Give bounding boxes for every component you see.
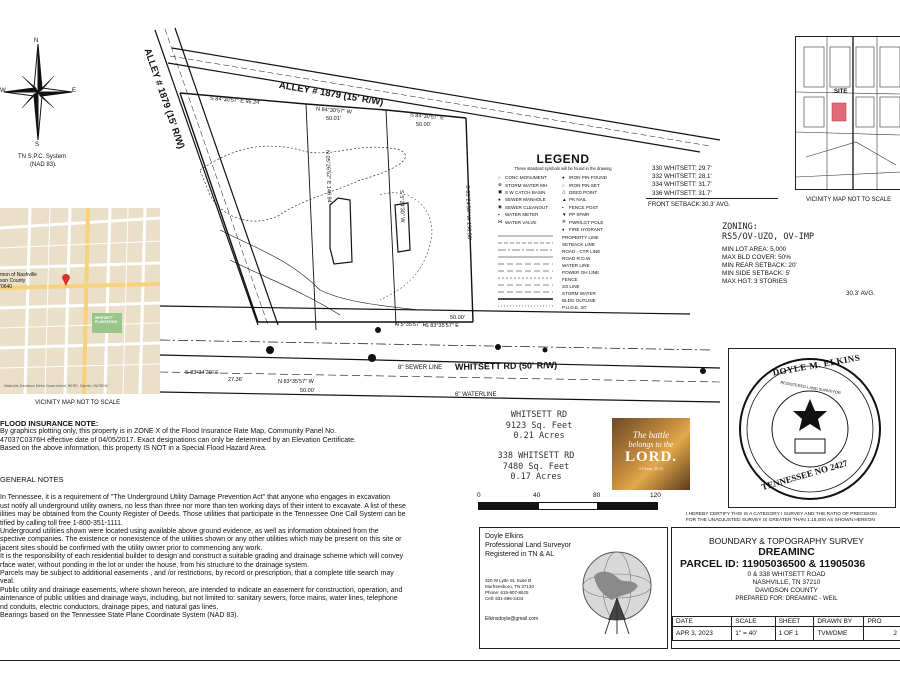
td-scale: 1" = 40' (732, 627, 775, 641)
bearing-10: 50.00' (300, 388, 315, 394)
lot-acres: 0.21 Acres (513, 431, 565, 441)
note-line: nd conduits, electric conductors, drainage pipes, and natural gas lines. (0, 603, 219, 611)
flood-line: Based on the above information, this property IS NOT in a Special Flood Hazard Area. (0, 445, 267, 453)
setback-underline (646, 198, 778, 199)
side-bearing-3: N 05°26'52" E 149.94' (324, 150, 332, 204)
surveyor-seal-icon (735, 355, 885, 503)
front-setback: FRONT SETBACK:30.3' AVG. (648, 201, 731, 208)
legend-line-item: P.U.D.E. 20' (562, 305, 587, 310)
legend-line-item: POWER OH LINE (562, 270, 600, 275)
vicinity-caption-right: VICINITY MAP NOT TO SCALE (806, 197, 892, 203)
legend-item: WATER METER (505, 212, 539, 218)
address-line: Murfreesboro, TN 37130 (485, 584, 534, 589)
bearing-6: N 5°35'57" E (395, 322, 427, 328)
legend: LEGEND These standard symbols will be found in the drawing ○ CONC MONUMENT ⊗ STORM WATER MH ▣ S W CATCH BASIN ● SEWER MANHOLE ◉ SEWER CLEANOUT ▪ WATER METER ⋈ WATER VALVE ● IRON PIN FOUND ○ IRON PIN SET △ DEED POINT ▲ PK NAIL • FENCE POST ▼ PP XFMR ✲ PWR/LGT POLE ♦ FIRE HYDRANT PROPERTY LINE SETBACK LINE ROAD - CTR LINE ROAD R.O.W. WATER LINE POWER OH LINE FENCE SS LINE STORM WATER BLDG OUTLINE P.U.D.E. 20' (488, 152, 638, 327)
map-attribution: Nashville-Davidson Metro Government, HERE, Garmin, INCREM (4, 384, 108, 388)
bearing-3: 50.01' (326, 116, 341, 122)
legend-line-item: SETBACK LINE (562, 242, 595, 247)
note-line: Underground utilities shown were located using available above ground evidence, as well as information obtained from the (0, 528, 379, 536)
legend-line-item: STORM WATER (562, 291, 596, 296)
th-sheet: SHEET (775, 617, 814, 627)
legend-item: PP XFMR (569, 212, 590, 218)
zoning-line: MIN REAR SETBACK: 20' (722, 262, 797, 269)
note-line: aintenance of public utilities and drainage ways, including, but not limited to: sanitary sewers, force mains, water lines, telephone (0, 595, 398, 603)
surveyor-email[interactable]: Elkinsdoyle@gmail.com (485, 616, 539, 622)
general-notes (0, 476, 475, 621)
note-line: It is the responsibility of each residential builder to design and construct a suitable grading and drainage scheme which will convey (0, 553, 404, 561)
parcel-id: PARCEL ID: 11905036500 & 11905036 (680, 558, 866, 570)
legend-line-item: SS LINE (562, 284, 580, 289)
address-line: Cell: 931-696-2434 (485, 596, 524, 601)
scale-tick: 120 (650, 492, 661, 499)
setback-line: 330 WHITSETT: 29.7' (652, 165, 712, 172)
bearing-9: N 83°35'57" W (278, 379, 314, 385)
zoning-line: MIN SIDE SETBACK: 5' (722, 270, 791, 277)
legend-item: IRON PIN SET (569, 182, 600, 188)
scale-tick: 0 (477, 492, 481, 499)
legend-title: LEGEND (536, 152, 590, 166)
bearing-5: 50.00' (416, 122, 431, 128)
seal-inner-text: REGISTERED LAND SURVEYOR (780, 379, 842, 396)
poster-ref: 2 Chron. 20:15 (638, 466, 664, 471)
th-date: DATE (673, 617, 732, 627)
address-line: Phone: 615-907-8625 (485, 590, 529, 595)
legend-subtitle: These standard symbols will be found in the drawing (514, 166, 612, 171)
lot-area-1 (484, 410, 594, 442)
map-partial-label: mon of Nashville son County '0640 (0, 272, 37, 290)
flood-title: FLOOD INSURANCE NOTE: (0, 419, 99, 428)
bearing-1: S 84°30'57" E 95.24' (209, 95, 261, 107)
legend-item: IRON PIN FOUND (569, 175, 608, 181)
bearing-12: 50.00' (450, 315, 465, 321)
note-line: Public utility and drainage easements, where shown hereon, are intended to indicate an easement for construction, operation, and (0, 586, 403, 594)
certify-line: I HEREBY CERTIFY THIS IS A CATEGORY I SURVEY AND THE RATIO OF PRECISION (686, 512, 877, 517)
zoning-title: ZONING: (722, 222, 758, 232)
seal-top-text: DOYLE M. ELKINS (771, 352, 861, 378)
legend-item: STORM WATER MH (505, 182, 548, 188)
lot-area-2 (470, 451, 602, 483)
note-line: tified by calling toll free 1-800-351-1111. (0, 519, 123, 527)
lot-sqft: 9123 Sq. Feet (505, 420, 573, 431)
flood-line: By graphics plotting only, this property is in ZONE X of the Flood Insurance Rate Map, Community Panel No. (0, 428, 337, 436)
coordinate-system: TN S.P.C. System (18, 154, 66, 160)
property-address: 0 & 338 WHITSETT ROAD (747, 571, 826, 578)
legend-line-item: ROAD - CTR LINE (562, 249, 601, 254)
zoning-code: RS5/OV-UZO, OV-IMP (722, 232, 815, 242)
flood-line: 47037C0376H effective date of 04/05/2017. Exact designations can only be determined by an Elevation Certificate. (0, 436, 356, 444)
property-city: NASHVILLE, TN 37210 (752, 579, 821, 586)
bearing-8: 27.36' (228, 377, 243, 383)
legend-item: S W CATCH BASIN (505, 189, 546, 195)
globe-logo-icon (572, 538, 662, 638)
whitsett-label: WHITSETT RD (50' R/W) (454, 360, 558, 372)
certify-line: FOR THE UNADJUSTED SURVEY IS GREATER THAN 1:15,000 AS SHOWN HEREON (686, 518, 875, 523)
zoning-line: MAX BLD COVER: 50% (722, 254, 791, 261)
note-line: rface water, without ponding in the lot or under the house, from his structure to the drainage system. (0, 561, 309, 569)
poster-line2: belongs to the (628, 440, 674, 449)
note-line: ilities may be obtained from the County Register of Deeds. Those utilities that participate in the Tennessee One Call System can be (0, 511, 406, 519)
legend-item: SEWER MANHOLE (505, 197, 546, 203)
prepared-for: PREPARED FOR: DREAMINC - WEIL (735, 596, 838, 602)
vicinity-caption-left: VICINITY MAP NOT TO SCALE (35, 400, 121, 406)
scale-tick: 80 (593, 492, 601, 499)
lot-name: 338 WHITSETT RD (497, 451, 575, 461)
compass-w: W (0, 88, 6, 94)
survey-heading: BOUNDARY & TOPOGRAPHY SURVEY (709, 536, 864, 546)
title-block (671, 527, 900, 649)
compass-e: E (72, 88, 77, 94)
compass-s: S (35, 142, 40, 148)
legend-line-item: PROPERTY LINE (562, 235, 599, 240)
bearing-7: S 83°34'29" E (185, 370, 219, 376)
sewer-line-label: 8" SEWER LINE (398, 365, 443, 371)
legend-item: SEWER CLEANOUT (505, 204, 549, 210)
td-sheet: 1 OF 1 (775, 627, 814, 641)
scale-bar (478, 502, 662, 516)
setback-line: 334 WHITSETT: 31.7' (652, 181, 712, 189)
legend-line-item: FENCE (562, 277, 578, 282)
poster-line3: LORD. (624, 449, 678, 465)
lot-name: WHITSETT RD (510, 410, 568, 420)
note-line: veal. (0, 578, 15, 586)
map-place-label: WHITSETT PLANTATION (95, 316, 118, 324)
lot-acres: 0.17 Acres (510, 472, 562, 482)
lot-sqft: 7480 Sq. Feet (502, 461, 570, 472)
poster-line1: The battle (632, 430, 670, 440)
legend-item: DEED POINT (569, 189, 598, 195)
zoning-requirements (722, 246, 797, 286)
note-line: Parcels may be subject to additional easements , and /or restrictions, by record or prescription, that a complete title search may (0, 570, 394, 578)
zoning-avg: 30.3' AVG. (846, 290, 875, 297)
bearing-2: N 84°30'57" W (315, 106, 352, 116)
legend-line-item: ROAD R.O.W. (562, 256, 592, 261)
scale-tick: 40 (533, 492, 541, 499)
zoning-line: MIN LOT AREA: 5,000 (722, 246, 787, 253)
legend-line-item: BLDG OUTLINE (562, 298, 596, 303)
note-line: In Tennessee, it is a requirement of "The Underground Utility Damage Prevention Act" that anyone who engages in excavation (0, 494, 391, 502)
certification (686, 512, 877, 524)
td-drawn: TVM/DME (814, 627, 864, 641)
general-title: GENERAL NOTES (0, 475, 64, 484)
property-county: DAVIDSON COUNTY (755, 587, 818, 594)
surveyor-title: Professional Land Surveyor (485, 542, 571, 549)
setback-line: 332 WHITSETT: 28.1' (652, 173, 712, 181)
th-scale: SCALE (732, 617, 775, 627)
surveyor-name: Doyle Elkins (485, 533, 524, 540)
side-bearing-1: S 05°24'30" W 150.56' (464, 185, 472, 241)
side-bearing-2: S 5°24'30" W (398, 190, 406, 223)
surveyor-address (485, 578, 534, 602)
flood-note (0, 420, 470, 454)
waterline-label: 6" WATERLINE (455, 392, 497, 398)
site-label: SITE (834, 89, 848, 95)
legend-item: CONC MONUMENT (505, 175, 547, 181)
alley-top-label: ALLEY # 1879 (15' R/W) (278, 80, 385, 109)
note-line: Bearings based on the Tennessee State Plane Coordinate System (NAD 83). (0, 612, 239, 620)
coordinate-datum: (NAD 83). (30, 162, 57, 168)
td-pro: 2 (864, 627, 900, 641)
legend-item: PK NAIL (569, 197, 587, 203)
compass-n: N (34, 38, 39, 44)
legend-item: FIRE HYDRANT (569, 226, 603, 232)
zoning-line: MAX HGT: 3 STORIES (722, 278, 788, 285)
note-line: spective companies. The existence or nonexistence of the utilities shown or any other utilities which may be present on this site or (0, 536, 402, 544)
zoning-block (722, 223, 814, 242)
client-name: DREAMINC (758, 546, 815, 558)
th-pro: PRO (864, 617, 900, 627)
setback-list (652, 165, 712, 198)
scripture-poster (612, 418, 690, 490)
setback-line: 336 WHITSETT: 31.7' (652, 189, 712, 197)
bearing-11: S 83°35'57" E (425, 323, 459, 329)
seal-bottom-text: TENNESSEE NO 2427 (760, 457, 849, 493)
surveyor-box (479, 527, 668, 649)
note-line: jacent sites should be confirmed with the utility owner prior to commencing any work. (0, 544, 263, 552)
note-line: ust notify all underground utility owners, no less than three nor more than ten working days of their intent to excavate. A list of these (0, 502, 406, 510)
surveyor-registration: Registered in TN & AL (485, 551, 555, 558)
title-table (672, 616, 900, 641)
legend-item: FENCE POST (569, 204, 599, 210)
bearing-4: S 84°30'57" E (409, 112, 445, 122)
legend-line-item: WATER LINE (562, 263, 590, 268)
td-date: APR 3, 2023 (673, 627, 732, 641)
legend-item: WATER VALVE (505, 219, 537, 225)
address-line: 320 W Lytle St, Suite B (485, 578, 532, 583)
th-drawn: DRAWN BY (814, 617, 864, 627)
legend-item: PWR/LGT POLE (569, 219, 604, 225)
alley-side-label: ALLEY # 1879 (15' R/W) (141, 47, 187, 151)
